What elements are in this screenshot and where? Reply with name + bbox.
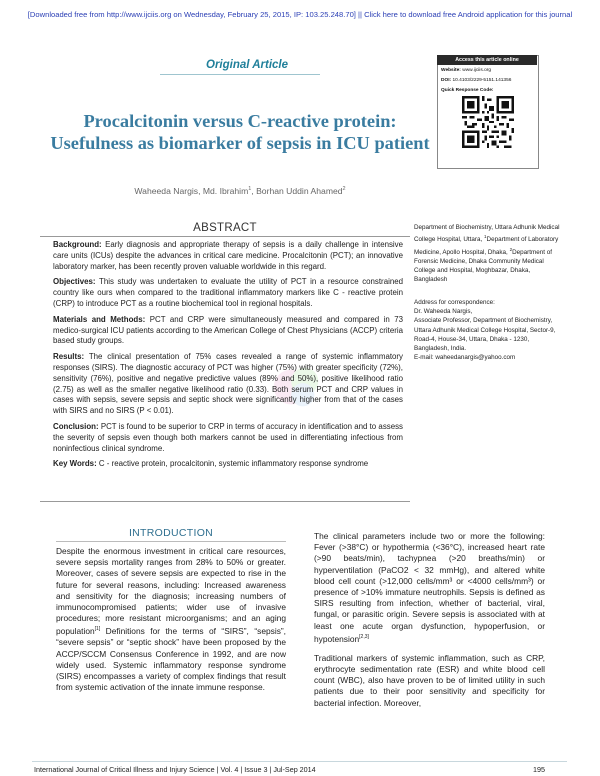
doi-label: DOI:	[441, 78, 452, 83]
footer-rule	[32, 761, 567, 762]
abstract-methods: Materials and Methods: PCT and CRP were simultaneously measured and compared in 73 medico-surgical ICU patients according to the American College of Chest Physicians (ACCP) criteria based study groups.	[53, 314, 404, 346]
abstract-keywords: Key Words: C - reactive protein, procalcitonin, systemic inflammatory response syndrome	[53, 459, 369, 469]
access-heading: Access this article online	[437, 55, 537, 65]
download-banner[interactable]: [Downloaded free from http://www.ijciis.org on Wednesday, February 25, 2015, IP: 103.25.248.70] || Click here to download free Android application for this journal	[27, 10, 573, 19]
abstract-heading: ABSTRACT	[193, 222, 257, 234]
correspondence-email[interactable]: E-mail: waheedanargis@yahoo.com	[414, 354, 516, 362]
website-label: Website:	[441, 68, 461, 73]
doi-line	[441, 78, 511, 83]
author-list: Waheeda Nargis, Md. Ibrahim$^1$, Borhan Uddin Ahamed$^2$	[134, 186, 346, 196]
abstract-top-rule	[40, 236, 410, 237]
qr-code-icon[interactable]	[462, 96, 514, 148]
article-title: Procalcitonin versus C-reactive protein: Usefulness as biomarker of sepsis in ICU patient	[50, 111, 430, 153]
intro-paragraph-1: Despite the enormous investment in critical care resources, severe sepsis mortality ranges from 28% to 50% or greater. Moreover, cases of severe sepsis are expected to rise in the future for several reasons, including: Increased awareness and sensitivity for the diagnosis; increasing numbers of immunocompromised patients; wider use of invasive procedures; more resistant microorganisms; and an aging population[1] Definitions for the terms of “SIRS”, “sepsis”, “severe sepsis” or “septic shock” have been proposed by the ACCP/SCCM Consensus Conference in 1992, and are now widely used. Systemic inflammatory response syndrome (SIRS) encompasses a variety of complex findings that result from systemic activation of the innate immune response.	[56, 546, 286, 693]
affiliations: Department of Biochemistry, Uttara Adhunik Medical College Hospital, Uttara, $^1$Department of Laboratory Medicine, Apollo Hospital, Dhaka, $^2$Department of Forensic Medicine, Dhaka Community Medical College and Hospital, Moghbazar, Dhaka, Bangladesh	[414, 224, 560, 284]
category-rule	[160, 74, 320, 75]
abstract-bottom-rule	[40, 501, 410, 502]
left-column	[56, 546, 286, 701]
abstract-background: Background: Early diagnosis and appropriate therapy of sepsis is a daily challenge in intensive care units (ICUs) despite the advances in critical care medicine. Procalcitonin (PCT); an innovative laboratory marker, has been recently proven valuable worldwide in this regard.	[53, 240, 403, 271]
correspondence-address: Associate Professor, Department of Biochemistry, Uttara Adhunik Medical College Hospital, Sector-9, Road-4, House-34, Uttara, Dhaka - 1230, Bangladesh, India.	[414, 317, 556, 353]
footer-journal: International Journal of Critical Illness and Injury Science | Vol. 4 | Issue 3 | Jul-Sep 2014	[34, 765, 316, 774]
abstract-conclusion: Conclusion: PCT is found to be superior to CRP in terms of accuracy in identification and to assess the severity of sepsis even though both markers cannot be used in differentiating infectious from noninfectious clinical syndrome.	[53, 421, 403, 453]
correspondence-heading: Address for correspondence:	[414, 299, 495, 306]
introduction-rule	[56, 541, 286, 542]
page-number: 195	[533, 765, 545, 774]
qr-label: Quick Response Code:	[441, 88, 494, 93]
website-line	[441, 68, 491, 73]
abstract-body	[53, 240, 403, 475]
abstract-objectives: Objectives: This study was undertaken to evaluate the utility of PCT in a resource constrained country like ours when compared to the traditional inflammatory markers like C - reactive protein (CRP) to introduce PCT as a routine biochemical tool in regional hospitals.	[53, 277, 403, 308]
introduction-heading: INTRODUCTION	[128, 527, 214, 539]
article-category: Original Article	[206, 59, 289, 71]
website-link[interactable]: www.ijciis.org	[462, 68, 492, 73]
abstract-results: Results: The clinical presentation of 75% cases revealed a range of systemic inflammatory responses (SIRS). The diagnostic accuracy of PCT was higher (75%) with greater specificity (72%), sensitivity (76%), positive and negative predictive values (89% and 50%), positive likelihood ratio (2.75) as well as the smaller negative likelihood ratio (0.33). Both serum PCT and CRP values in cases with sepsis, severe sepsis and septic shock were significantly higher from that of the cases with SIRS and no SIRS (P < 0.01).	[53, 352, 403, 416]
intro-paragraph-3: Traditional markers of systemic inflammation, such as CRP, erythrocyte sedimentation rate (ESR) and white blood cell count (WBC), also have proven to be of limited utility in such patients due to their poor sensitivity and specificity for bacterial infection. Moreover,	[314, 652, 545, 708]
correspondence-name: Dr. Waheeda Nargis,	[414, 308, 473, 316]
doi-value: 10.4103/2229-5151.141356	[452, 78, 512, 83]
right-column	[314, 531, 545, 717]
correspondence-block	[414, 298, 564, 362]
intro-paragraph-2: The clinical parameters include two or more the following: Fever (>38°C) or hypothermia (<36°C), increased heart rate (>90 beats/min), tachypnea (>20 breaths/min) or hyperventilation (PaCO2 < 32 mmHg), and altered white blood cell count (>12,000 cells/mm³ or <4000 cells/mm³) or presence of >10% immature neutrophils. Sepsis is defined as SIRS resulting from infection, whether of bacterial, viral, fungal, or parasitic origin. Severe sepsis is associated with at least one acute organ dysfunction, hypoperfusion, or hypotension[2,3]	[314, 531, 545, 644]
